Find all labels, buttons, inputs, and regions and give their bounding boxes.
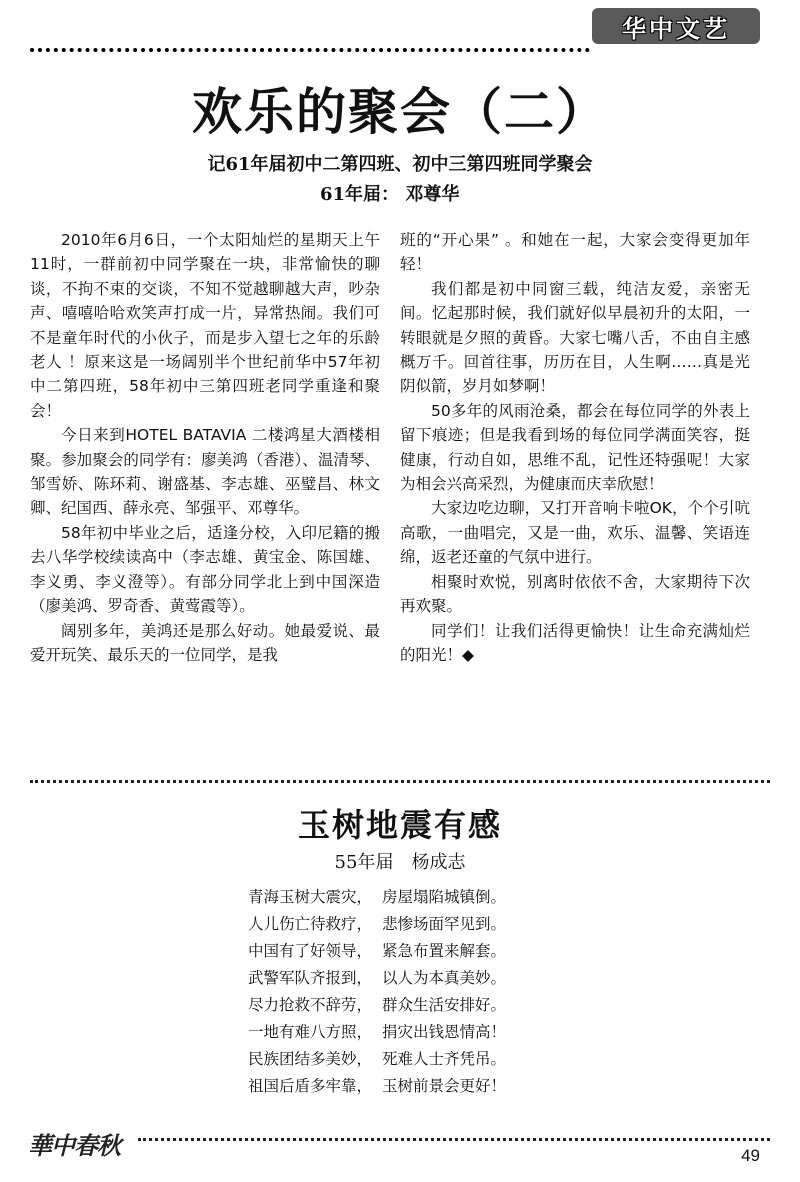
page-number: 49 — [741, 1146, 760, 1165]
paragraph: 2010年6月6日，一个太阳灿烂的星期天上午11时，一群前初中同学聚在一块，非常愉快的聊谈，不拘不束的交谈，不知不觉越聊越大声，吵杂声、嘻嘻哈哈欢笑声打成一片，异常热闹。我们可不是童年时代的小伙子，而是步入望七之年的乐龄老人 ！原来这是一场阔别半个世纪前华中57年初中二第四班，58年初中三第四班老同学重逢和聚会！ — [30, 231, 380, 420]
section-tag-label: 华中文艺 — [622, 14, 730, 43]
poem-half-line: 祖国后盾多牢靠， — [248, 1077, 373, 1095]
article1-title: 欢乐的聚会（二） — [192, 83, 608, 141]
poem-line — [248, 1046, 506, 1073]
poem-half-line: 一地有难八方照， — [248, 1023, 373, 1041]
poem — [248, 884, 506, 1100]
paragraph: 58年初中毕业之后，适逢分校，入印尼籍的搬去八华学校续读高中（李志雄、黄宝金、陈国雄、李义勇、李义澄等）。有部分同学北上到中国深造（廖美鸿、罗奇香、黄莺霞等）。 — [30, 523, 380, 616]
poem-line — [248, 884, 506, 911]
poem-half-line: 玉树前景会更好！ — [382, 1077, 507, 1095]
poem-line — [248, 992, 506, 1019]
paragraph: 相聚时欢悦，别离时依依不舍，大家期待下次再欢聚。 — [400, 572, 750, 616]
paragraph: 班的“开心果” 。和她在一起，大家会变得更加年轻！ — [400, 231, 750, 274]
poem-half-line: 房屋塌陷城镇倒。 — [382, 888, 507, 906]
poem-half-line: 武警军队齐报到， — [248, 969, 373, 987]
paragraph: 阔别多年，美鸿还是那么好动。她最爱说、最爱开玩笑、最乐天的一位同学，是我 — [30, 621, 380, 664]
article2-title: 玉树地震有感 — [297, 806, 502, 844]
article1-right-column — [400, 228, 750, 667]
poem-half-line: 尽力抢救不辞劳， — [248, 996, 373, 1014]
paragraph: 我们都是初中同窗三载，纯洁友爱，亲密无间。忆起那时候，我们就好似早晨初升的太阳，一转眼就是夕照的黄昏。大家七嘴八舌，不由自主感概万千。回首往事，历历在目，人生啊……真是光阴似箭，岁月如梦啊！ — [400, 279, 750, 396]
paragraph: 今日来到HOTEL BATAVIA 二楼鸿星大酒楼相聚。参加聚会的同学有：廖美鸿（香港）、温清琴、邹雪娇、陈环莉、谢盛基、李志雄、巫璧昌、林文卿、纪国西、薛永亮、邹强平、邓尊华。 — [30, 426, 380, 518]
paragraph: 大家边吃边聊，又打开音响卡啦OK，个个引吭高歌，一曲唱完，又是一曲，欢乐、温馨、笑语连绵，返老还童的气氛中进行。 — [400, 499, 750, 567]
article1-author: 61年届： 邓尊华 — [320, 184, 460, 205]
paragraph: 50多年的风雨沧桑，都会在每位同学的外表上留下痕迹；但是我看到场的每位同学满面笑容，挺健康，行动自如，思维不乱，记性还特强呢！大家为相会兴高采烈，为健康而庆幸欣慰！ — [400, 401, 750, 494]
poem-half-line: 紧急布置来解套。 — [382, 942, 507, 960]
poem-line — [248, 938, 506, 965]
poem-line — [248, 911, 506, 938]
article2-author: 55年届 杨成志 — [334, 852, 466, 873]
middle-dotted-divider — [30, 780, 770, 783]
poem-half-line: 群众生活安排好。 — [382, 996, 507, 1014]
poem-half-line: 中国有了好领导， — [248, 942, 373, 960]
poem-half-line: 以人为本真美妙。 — [382, 969, 507, 987]
poem-half-line: 捐灾出钱恩情高！ — [382, 1023, 507, 1041]
section-tag — [592, 8, 760, 44]
poem-half-line: 死难人士齐凭吊。 — [382, 1050, 507, 1068]
poem-line — [248, 1019, 506, 1046]
article1-left-column — [30, 228, 380, 667]
poem-half-line: 人儿伤亡待救疗， — [248, 915, 373, 933]
poem-half-line: 民族团结多美妙， — [248, 1050, 373, 1068]
poem-line — [248, 1073, 506, 1100]
poem-line — [248, 965, 506, 992]
paragraph: 同学们！让我们活得更愉快！让生命充满灿烂的阳光！◆ — [400, 621, 750, 664]
poem-half-line: 悲惨场面罕见到。 — [382, 915, 507, 933]
footer-dotted-divider — [138, 1138, 770, 1141]
article1-subtitle: 记61年届初中二第四班、初中三第四班同学聚会 — [207, 154, 593, 175]
top-dotted-divider — [30, 48, 590, 52]
magazine-logo: 華中春秋 — [28, 1131, 120, 1160]
poem-half-line: 青海玉树大震灾， — [248, 888, 373, 906]
